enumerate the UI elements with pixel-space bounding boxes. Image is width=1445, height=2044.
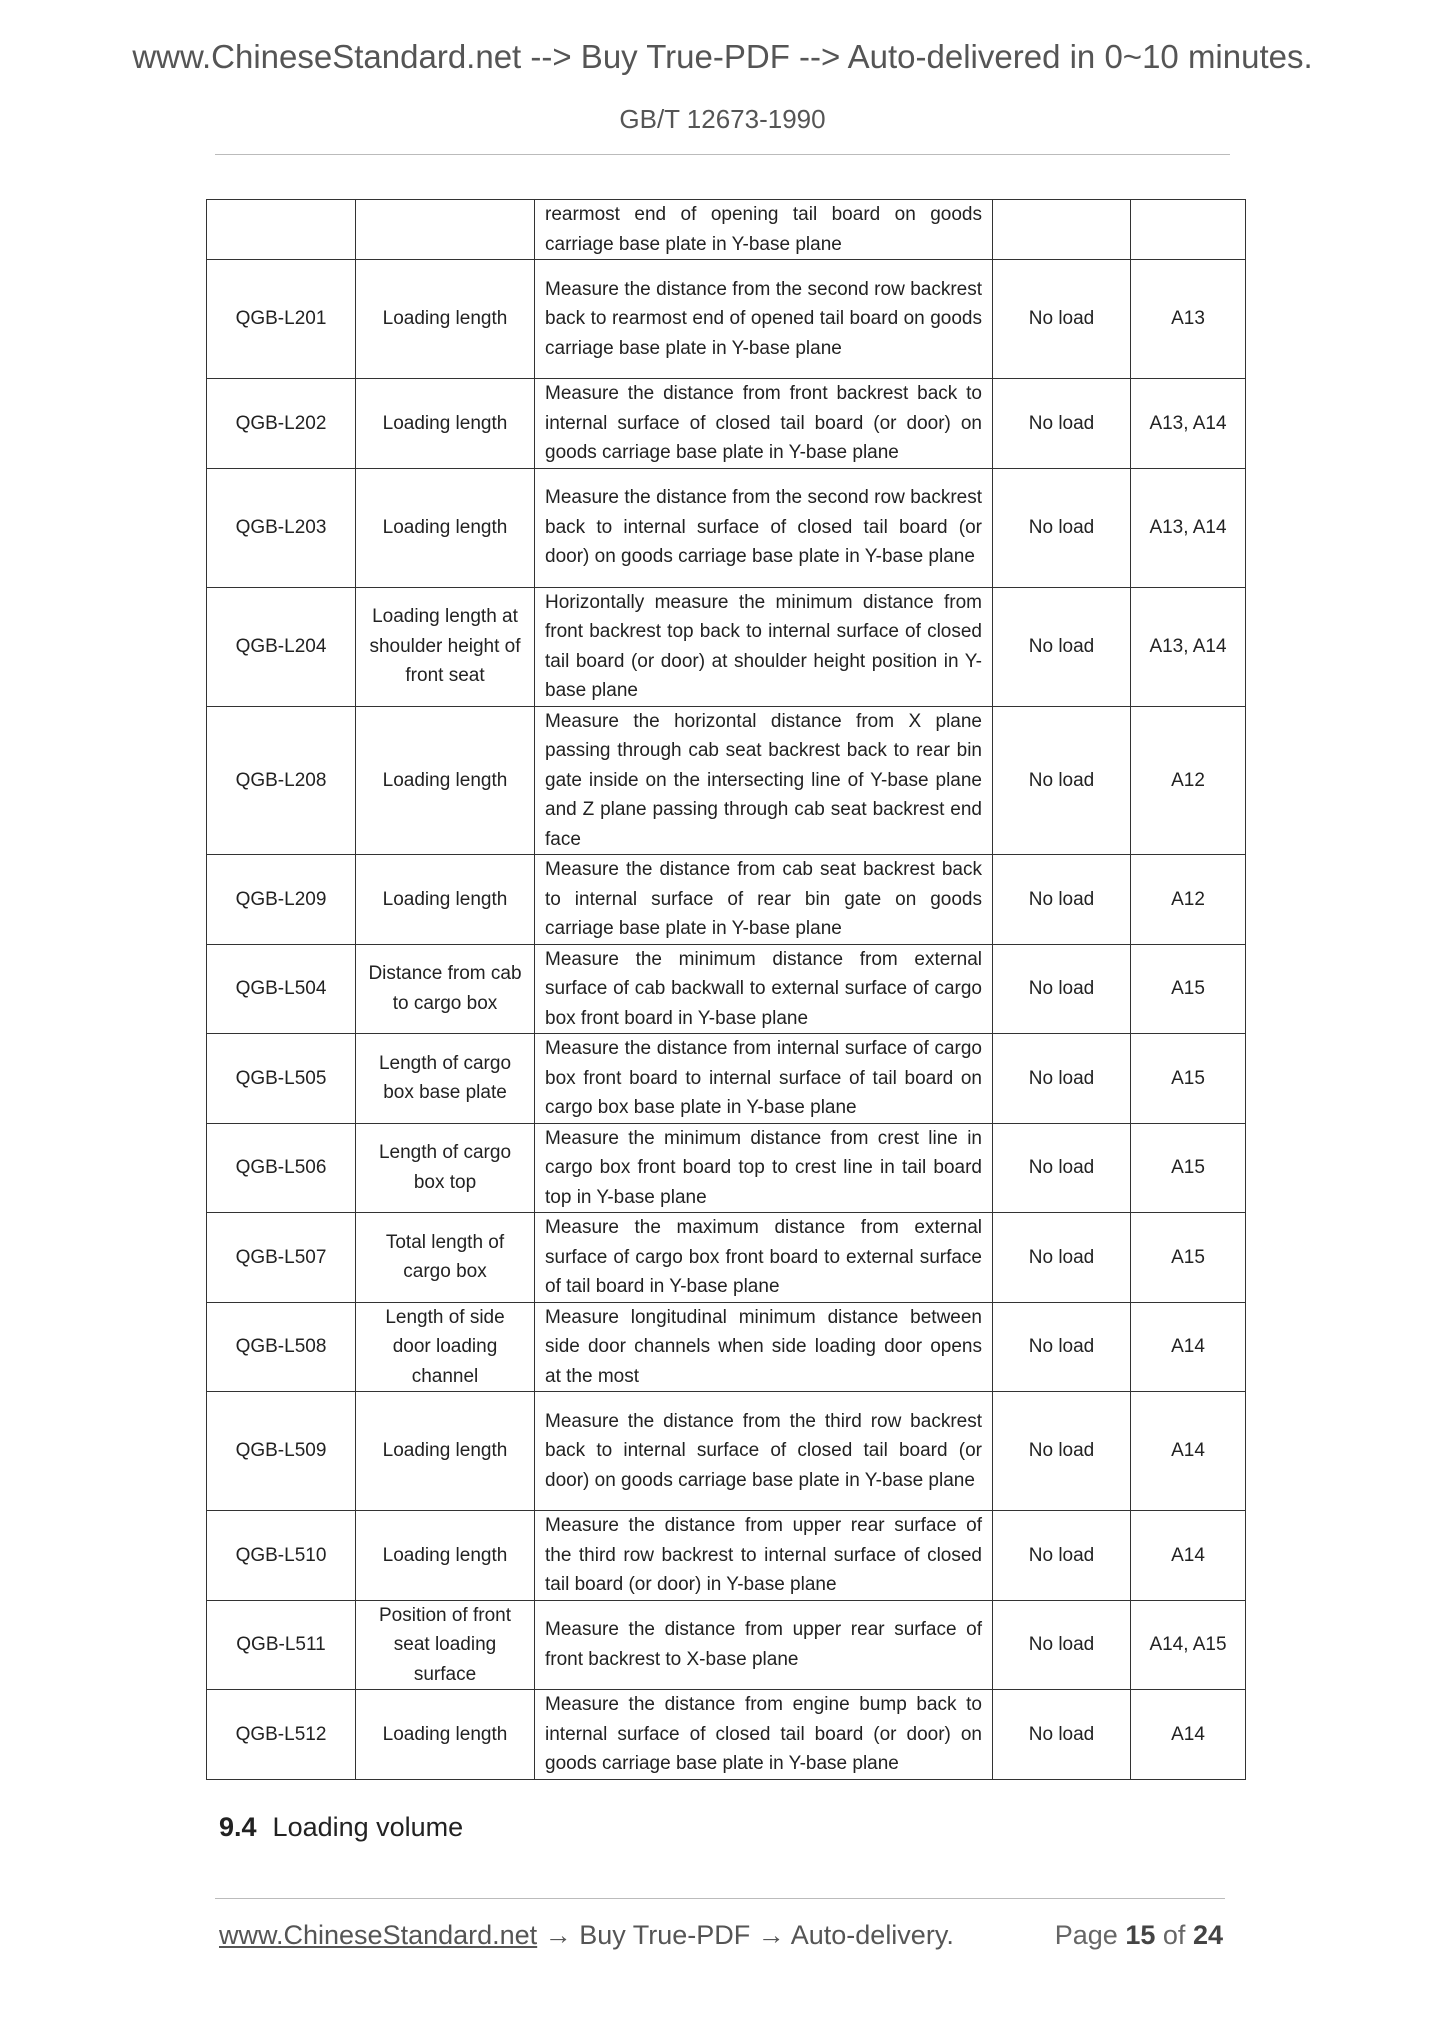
cell-description: Measure the distance from cab seat backrest back to internal surface of rear bin gate on goods carriage base plate in Y-base plane	[535, 855, 993, 945]
cell-figure	[1131, 200, 1246, 260]
cell-name: Loading length	[356, 855, 535, 945]
page-current: 15	[1125, 1920, 1156, 1950]
table-row	[207, 1511, 1246, 1601]
page-indicator	[1055, 1920, 1223, 1951]
cell-description: Measure the distance from front backrest back to internal surface of closed tail board (or door) on goods carriage base plate in Y-base plane	[535, 379, 993, 469]
cell-load: No load	[993, 587, 1131, 706]
header-divider	[215, 154, 1230, 155]
cell-description: Measure the maximum distance from external surface of cargo box front board to external surface of tail board in Y-base plane	[535, 1213, 993, 1303]
cell-description: rearmost end of opening tail board on goods carriage base plate in Y-base plane	[535, 200, 993, 260]
cell-code: QGB-L209	[207, 855, 356, 945]
cell-load: No load	[993, 1392, 1131, 1511]
cell-code: QGB-L203	[207, 468, 356, 587]
table-row	[207, 468, 1246, 587]
section-number: 9.4	[219, 1812, 257, 1842]
cell-code: QGB-L506	[207, 1123, 356, 1213]
document-code: GB/T 12673-1990	[619, 104, 826, 134]
cell-load: No load	[993, 260, 1131, 379]
footer-divider	[215, 1898, 1225, 1899]
cell-name: Total length of cargo box	[356, 1213, 535, 1303]
cell-figure: A14	[1131, 1690, 1246, 1780]
cell-figure: A12	[1131, 706, 1246, 855]
cell-name: Loading length	[356, 706, 535, 855]
cell-figure: A14	[1131, 1392, 1246, 1511]
cell-description: Measure the distance from upper rear surface of front backrest to X-base plane	[535, 1600, 993, 1690]
cell-figure: A13, A14	[1131, 379, 1246, 469]
cell-code	[207, 200, 356, 260]
cell-figure: A13, A14	[1131, 468, 1246, 587]
cell-load: No load	[993, 1213, 1131, 1303]
cell-figure: A15	[1131, 944, 1246, 1034]
cell-description: Measure the minimum distance from crest line in cargo box front board top to crest line in tail board top in Y-base plane	[535, 1123, 993, 1213]
cell-load: No load	[993, 944, 1131, 1034]
cell-name: Loading length	[356, 379, 535, 469]
footer-promo	[219, 1920, 954, 1951]
cell-load: No load	[993, 1034, 1131, 1124]
cell-name: Length of cargo box top	[356, 1123, 535, 1213]
cell-name: Loading length	[356, 468, 535, 587]
table-row	[207, 200, 1246, 260]
cell-figure: A14	[1131, 1511, 1246, 1601]
cell-description: Measure the distance from engine bump back to internal surface of closed tail board (or door) on goods carriage base plate in Y-base plane	[535, 1690, 993, 1780]
table-row	[207, 260, 1246, 379]
cell-description: Measure the distance from internal surface of cargo box front board to internal surface of tail board on cargo box base plate in Y-base plane	[535, 1034, 993, 1124]
page-total: 24	[1192, 1920, 1223, 1950]
of-word: of	[1162, 1920, 1186, 1950]
cell-load: No load	[993, 1511, 1131, 1601]
cell-description: Measure the distance from the second row backrest back to internal surface of closed tail board (or door) on goods carriage base plate in Y-base plane	[535, 468, 993, 587]
cell-code: QGB-L201	[207, 260, 356, 379]
cell-name	[356, 200, 535, 260]
measurement-table	[206, 199, 1246, 1780]
cell-description: Measure the distance from upper rear surface of the third row backrest to internal surface of closed tail board (or door) in Y-base plane	[535, 1511, 993, 1601]
cell-name: Loading length	[356, 260, 535, 379]
table-row	[207, 379, 1246, 469]
cell-code: QGB-L202	[207, 379, 356, 469]
section-title: Loading volume	[272, 1812, 464, 1842]
cell-code: QGB-L505	[207, 1034, 356, 1124]
section-heading	[219, 1812, 463, 1843]
table-row	[207, 1690, 1246, 1780]
cell-load: No load	[993, 1123, 1131, 1213]
cell-code: QGB-L508	[207, 1302, 356, 1392]
cell-code: QGB-L512	[207, 1690, 356, 1780]
table-row	[207, 587, 1246, 706]
cell-figure: A14	[1131, 1302, 1246, 1392]
cell-load: No load	[993, 706, 1131, 855]
cell-code: QGB-L510	[207, 1511, 356, 1601]
cell-load: No load	[993, 1690, 1131, 1780]
cell-code: QGB-L507	[207, 1213, 356, 1303]
cell-name: Length of cargo box base plate	[356, 1034, 535, 1124]
cell-code: QGB-L204	[207, 587, 356, 706]
cell-description: Horizontally measure the minimum distance from front backrest top back to internal surface of closed tail board (or door) at shoulder height position in Y-base plane	[535, 587, 993, 706]
cell-description: Measure the distance from the third row backrest back to internal surface of closed tail board (or door) on goods carriage base plate in Y-base plane	[535, 1392, 993, 1511]
cell-description: Measure the minimum distance from external surface of cab backwall to external surface of cargo box front board in Y-base plane	[535, 944, 993, 1034]
header-banner: www.ChineseStandard.net --> Buy True-PDF --> Auto-delivered in 0~10 minutes.	[132, 38, 1313, 75]
cell-load: No load	[993, 1302, 1131, 1392]
cell-load: No load	[993, 855, 1131, 945]
table-row	[207, 944, 1246, 1034]
cell-description: Measure the horizontal distance from X plane passing through cab seat backrest back to rear bin gate inside on the intersecting line of Y-base plane and Z plane passing through cab seat backrest end face	[535, 706, 993, 855]
cell-name: Distance from cab to cargo box	[356, 944, 535, 1034]
table-row	[207, 1600, 1246, 1690]
cell-name: Position of front seat loading surface	[356, 1600, 535, 1690]
cell-figure: A14, A15	[1131, 1600, 1246, 1690]
cell-code: QGB-L511	[207, 1600, 356, 1690]
cell-load	[993, 200, 1131, 260]
table-row	[207, 1213, 1246, 1303]
table-row	[207, 706, 1246, 855]
cell-name: Loading length	[356, 1392, 535, 1511]
cell-description: Measure the distance from the second row backrest back to rearmost end of opened tail board on goods carriage base plate in Y-base plane	[535, 260, 993, 379]
table-row	[207, 1123, 1246, 1213]
cell-figure: A15	[1131, 1034, 1246, 1124]
table-row	[207, 1034, 1246, 1124]
cell-figure: A13	[1131, 260, 1246, 379]
cell-description: Measure longitudinal minimum distance between side door channels when side loading door opens at the most	[535, 1302, 993, 1392]
cell-code: QGB-L208	[207, 706, 356, 855]
cell-name: Length of side door loading channel	[356, 1302, 535, 1392]
cell-name: Loading length	[356, 1511, 535, 1601]
table-row	[207, 1302, 1246, 1392]
cell-figure: A15	[1131, 1123, 1246, 1213]
cell-load: No load	[993, 468, 1131, 587]
cell-load: No load	[993, 379, 1131, 469]
cell-code: QGB-L504	[207, 944, 356, 1034]
cell-figure: A13, A14	[1131, 587, 1246, 706]
table-row	[207, 855, 1246, 945]
cell-name: Loading length	[356, 1690, 535, 1780]
measurement-table-body	[207, 200, 1246, 1780]
footer-tail: → Buy True-PDF → Auto-delivery.	[537, 1920, 954, 1950]
footer-link[interactable]: www.ChineseStandard.net	[219, 1920, 538, 1950]
page-word: Page	[1054, 1920, 1118, 1950]
table-row	[207, 1392, 1246, 1511]
cell-figure: A15	[1131, 1213, 1246, 1303]
cell-load: No load	[993, 1600, 1131, 1690]
cell-code: QGB-L509	[207, 1392, 356, 1511]
cell-name: Loading length at shoulder height of front seat	[356, 587, 535, 706]
cell-figure: A12	[1131, 855, 1246, 945]
